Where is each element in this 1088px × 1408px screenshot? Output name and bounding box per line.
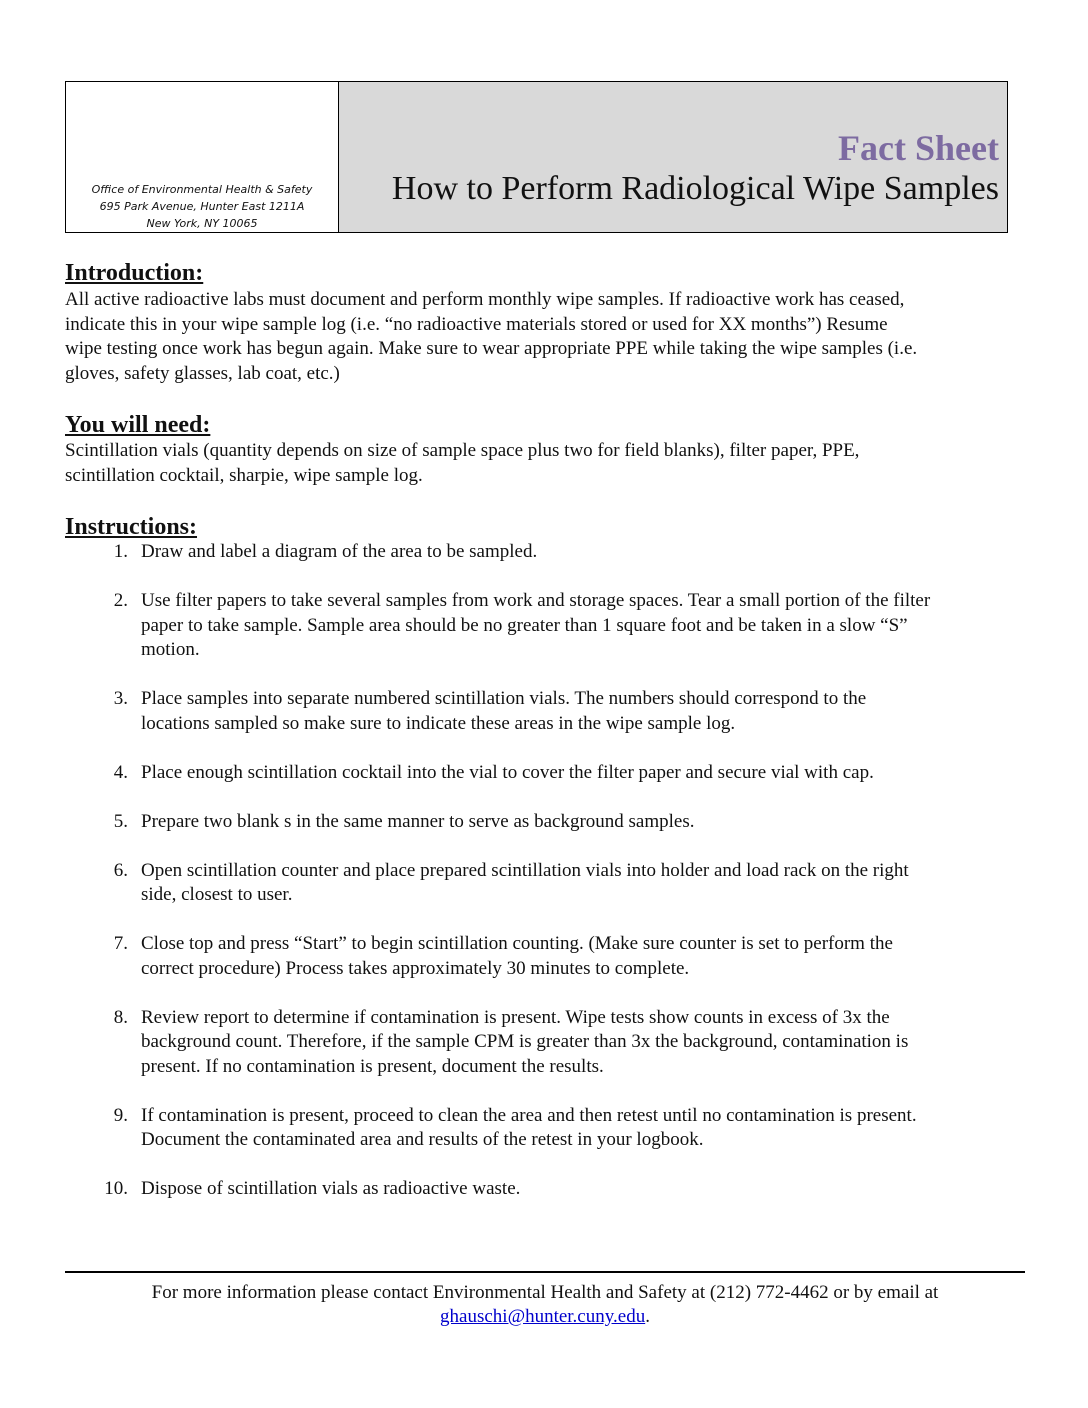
- step-number: 10.: [104, 1178, 128, 1199]
- step-text: [141, 1006, 1025, 1080]
- footer: [65, 1281, 1025, 1329]
- step-line: locations sampled so make sure to indicate these areas in the wipe sample log.: [141, 712, 736, 734]
- step-line: Close top and press “Start” to begin scintillation counting. (Make sure counter is set to perform the: [141, 933, 893, 954]
- step-number: 7.: [113, 933, 128, 954]
- you-will-need-heading: You will need:: [65, 412, 211, 438]
- step-line: Draw and label a diagram of the area to be sampled.: [141, 541, 538, 562]
- step-text: [141, 589, 1025, 663]
- step-spacer: [128, 932, 141, 981]
- text-line: All active radioactive labs must document and perform monthly wipe samples. If radioactive work has ceased,: [65, 289, 905, 310]
- instructions-list: [65, 540, 1025, 1226]
- office-address: [66, 181, 338, 232]
- step-line: correct procedure) Process takes approximately 30 minutes to complete.: [141, 957, 690, 979]
- step-line: present. If no contamination is present, document the results.: [141, 1055, 604, 1077]
- step-line: Prepare two blank s in the same manner to serve as background samples.: [141, 810, 695, 832]
- step-line: Dispose of scintillation vials as radioactive waste.: [141, 1178, 521, 1199]
- title-cell: [339, 82, 1007, 232]
- step-text: [141, 687, 1025, 736]
- step-number: 9.: [113, 1104, 128, 1126]
- step-line: background count. Therefore, if the sample CPM is greater than 3x the background, contamination is: [141, 1031, 909, 1052]
- step-line: Review report to determine if contamination is present. Wipe tests show counts in excess of 3x the: [141, 1006, 890, 1028]
- instruction-step: [65, 810, 1025, 835]
- text-line: indicate this in your wipe sample log (i.e. “no radioactive materials stored or used for XX months”) Resume: [65, 313, 888, 335]
- instruction-step: [65, 540, 1025, 565]
- text-line: gloves, safety glasses, lab coat, etc.): [65, 362, 340, 384]
- step-line: If contamination is present, proceed to clean the area and then retest until no contamination is present.: [141, 1104, 917, 1126]
- step-spacer: [128, 687, 141, 736]
- step-number: 6.: [113, 859, 128, 881]
- step-line: Open scintillation counter and place prepared scintillation vials into holder and load rack on the right: [141, 859, 909, 881]
- instruction-step: [65, 1177, 1025, 1202]
- instruction-step: [65, 932, 1025, 981]
- step-line: Place samples into separate numbered scintillation vials. The numbers should correspond to the: [141, 688, 867, 709]
- step-spacer: [128, 540, 141, 565]
- header-box: [65, 81, 1008, 233]
- step-number: 1.: [113, 541, 128, 562]
- text-line: scintillation cocktail, sharpie, wipe sample log.: [65, 464, 423, 486]
- step-number: 5.: [113, 810, 128, 832]
- fact-sheet-label: Fact Sheet: [838, 128, 999, 168]
- instructions-heading: Instructions:: [65, 514, 198, 540]
- footer-contact-text: For more information please contact Environmental Health and Safety at (212) 772-4462 or by email at: [151, 1282, 939, 1303]
- step-spacer: [128, 589, 141, 663]
- office-line: 695 Park Avenue, Hunter East 1211A: [99, 200, 305, 213]
- text-line: wipe testing once work has begun again. Make sure to wear appropriate PPE while taking the wipe samples (i.e.: [65, 338, 918, 359]
- step-line: Place enough scintillation cocktail into the vial to cover the filter paper and secure vial with cap.: [141, 761, 874, 783]
- step-number: 8.: [113, 1006, 128, 1028]
- step-spacer: [128, 810, 141, 835]
- step-text: [141, 859, 1025, 908]
- step-line: Document the contaminated area and results of the retest in your logbook.: [141, 1129, 704, 1150]
- step-spacer: [128, 1006, 141, 1080]
- step-spacer: [128, 859, 141, 908]
- office-line: New York, NY 10065: [146, 217, 258, 230]
- instruction-step: [65, 589, 1025, 663]
- contact-email-link[interactable]: ghauschi@hunter.cuny.edu: [440, 1306, 646, 1327]
- step-number: 2.: [113, 590, 128, 611]
- step-number: 3.: [113, 688, 128, 709]
- step-text: [141, 932, 1025, 981]
- step-text: [141, 1177, 1025, 1202]
- page-title: How to Perform Radiological Wipe Samples: [391, 170, 999, 207]
- step-spacer: [128, 1177, 141, 1202]
- step-text: [141, 810, 1025, 835]
- step-line: motion.: [141, 639, 200, 660]
- you-will-need-text: [65, 439, 1025, 488]
- instruction-step: [65, 761, 1025, 786]
- step-line: Use filter papers to take several samples from work and storage spaces. Tear a small portion of the filter: [141, 590, 931, 611]
- step-spacer: [128, 761, 141, 786]
- step-number: 4.: [113, 761, 128, 783]
- step-text: [141, 761, 1025, 786]
- footer-period: .: [645, 1306, 650, 1327]
- introduction-text: [65, 288, 1025, 386]
- text-line: Scintillation vials (quantity depends on size of sample space plus two for field blanks), filter paper, PPE,: [65, 440, 860, 461]
- step-text: [141, 540, 1025, 565]
- instruction-step: [65, 687, 1025, 736]
- footer-divider: [65, 1271, 1025, 1273]
- office-line: Office of Environmental Health & Safety: [91, 183, 313, 196]
- introduction-heading: Introduction:: [65, 260, 204, 286]
- instruction-step: [65, 1006, 1025, 1080]
- office-address-cell: [66, 82, 339, 232]
- step-line: side, closest to user.: [141, 884, 293, 905]
- step-line: paper to take sample. Sample area should be no greater than 1 square foot and be taken in a slow “S”: [141, 614, 908, 636]
- step-text: [141, 1104, 1025, 1153]
- instruction-step: [65, 859, 1025, 908]
- step-spacer: [128, 1104, 141, 1153]
- instruction-step: [65, 1104, 1025, 1153]
